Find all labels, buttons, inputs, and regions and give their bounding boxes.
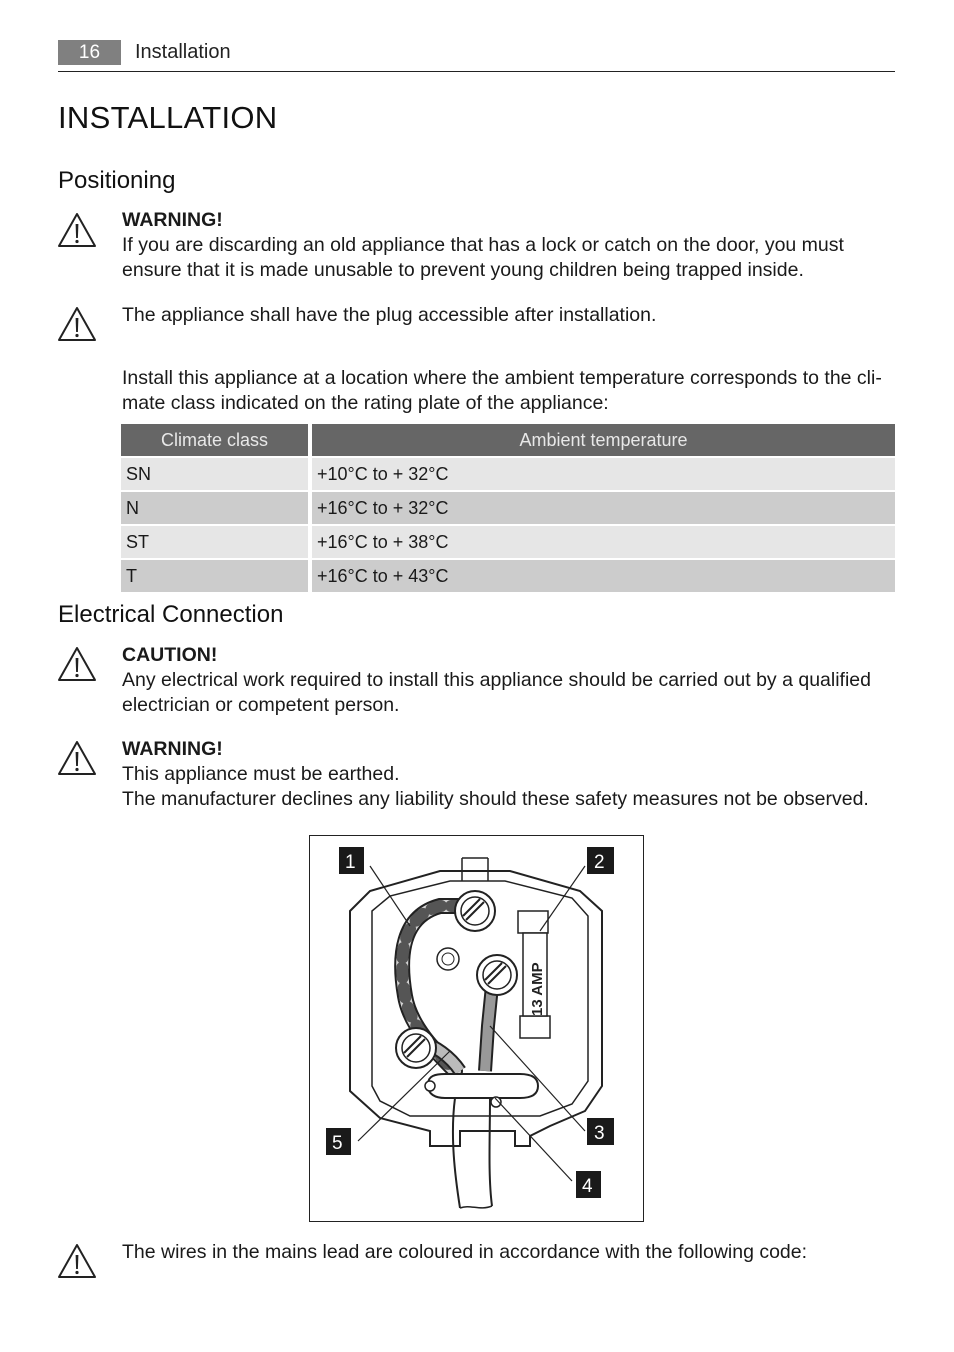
svg-text:2: 2 [594, 852, 605, 873]
warning-text: If you are discarding an old appliance that has a lock or catch on the door, you must ensure that it is made unusable to prevent young children being trapped inside. [122, 234, 844, 281]
caution-text: Any electrical work required to install this appliance should be carried out by a qualified electrician or competent person. [122, 669, 871, 716]
positioning-warning [122, 208, 897, 283]
callout-1 [339, 847, 364, 874]
ambient-temperature-cell: +16°C to + 38°C [312, 526, 895, 558]
ambient-temperature-cell: +16°C to + 32°C [312, 492, 895, 524]
electrical-caution [122, 643, 897, 718]
warning-triangle-icon [57, 1243, 97, 1279]
warning-title: WARNING! [122, 738, 223, 760]
liability-text: The manufacturer declines any liability should these safety measures not be observed. [122, 788, 869, 810]
header-section-label: Installation [135, 41, 231, 63]
terminal-screw-live [477, 955, 517, 995]
wire-colour-note: The wires in the mains lead are coloured in accordance with the following code: [122, 1241, 808, 1263]
svg-text:5: 5 [332, 1133, 343, 1154]
callout-3 [587, 1118, 614, 1145]
cord-clamp [428, 1074, 538, 1098]
earthing-text: This appliance must be earthed. [122, 763, 400, 785]
climate-class-cell: SN [121, 458, 312, 490]
climate-class-table [121, 422, 895, 594]
caution-title: CAUTION! [122, 644, 218, 666]
fuse-cap-bottom [520, 1016, 550, 1038]
terminal-screw-neutral [396, 1028, 436, 1068]
climate-class-cell: T [121, 560, 312, 592]
plug-wiring-figure [309, 835, 644, 1222]
fuse-label: 13 AMP [529, 962, 546, 1016]
install-instructions: Install this appliance at a location where the ambient temperature corresponds to the cli-mate class indicated on the rating plate of the appliance: [122, 367, 882, 414]
table-row [121, 492, 895, 524]
page-title: INSTALLATION [58, 100, 278, 135]
svg-text:4: 4 [582, 1176, 593, 1197]
table-header-row [121, 424, 895, 456]
terminal-screw-earth [455, 891, 495, 931]
earth-pin [437, 948, 459, 970]
callout-2 [587, 847, 614, 874]
electrical-connection-heading: Electrical Connection [58, 601, 284, 628]
plug-note: The appliance shall have the plug accessible after installation. [122, 304, 657, 326]
column-header: Climate class [121, 424, 312, 456]
warning-triangle-icon [57, 212, 97, 248]
earthing-warning [122, 737, 897, 812]
callout-4 [576, 1171, 601, 1198]
ambient-temperature-cell: +10°C to + 32°C [312, 458, 895, 490]
page-number: 16 [58, 40, 121, 65]
warning-triangle-icon [57, 646, 97, 682]
climate-class-cell: ST [121, 526, 312, 558]
ambient-temperature-cell: +16°C to + 43°C [312, 560, 895, 592]
table-row [121, 458, 895, 490]
svg-text:3: 3 [594, 1123, 605, 1144]
page-header [58, 40, 895, 72]
mains-cable [453, 1098, 492, 1208]
callout-5 [326, 1128, 351, 1155]
warning-title: WARNING! [122, 209, 223, 231]
warning-triangle-icon [57, 306, 97, 342]
fuse-cap-top [518, 911, 548, 933]
column-header: Ambient temperature [312, 424, 895, 456]
positioning-heading: Positioning [58, 167, 176, 194]
table-row [121, 526, 895, 558]
table-row [121, 560, 895, 592]
warning-triangle-icon [57, 740, 97, 776]
climate-class-cell: N [121, 492, 312, 524]
svg-text:1: 1 [345, 852, 356, 873]
plug-diagram [310, 836, 643, 1221]
